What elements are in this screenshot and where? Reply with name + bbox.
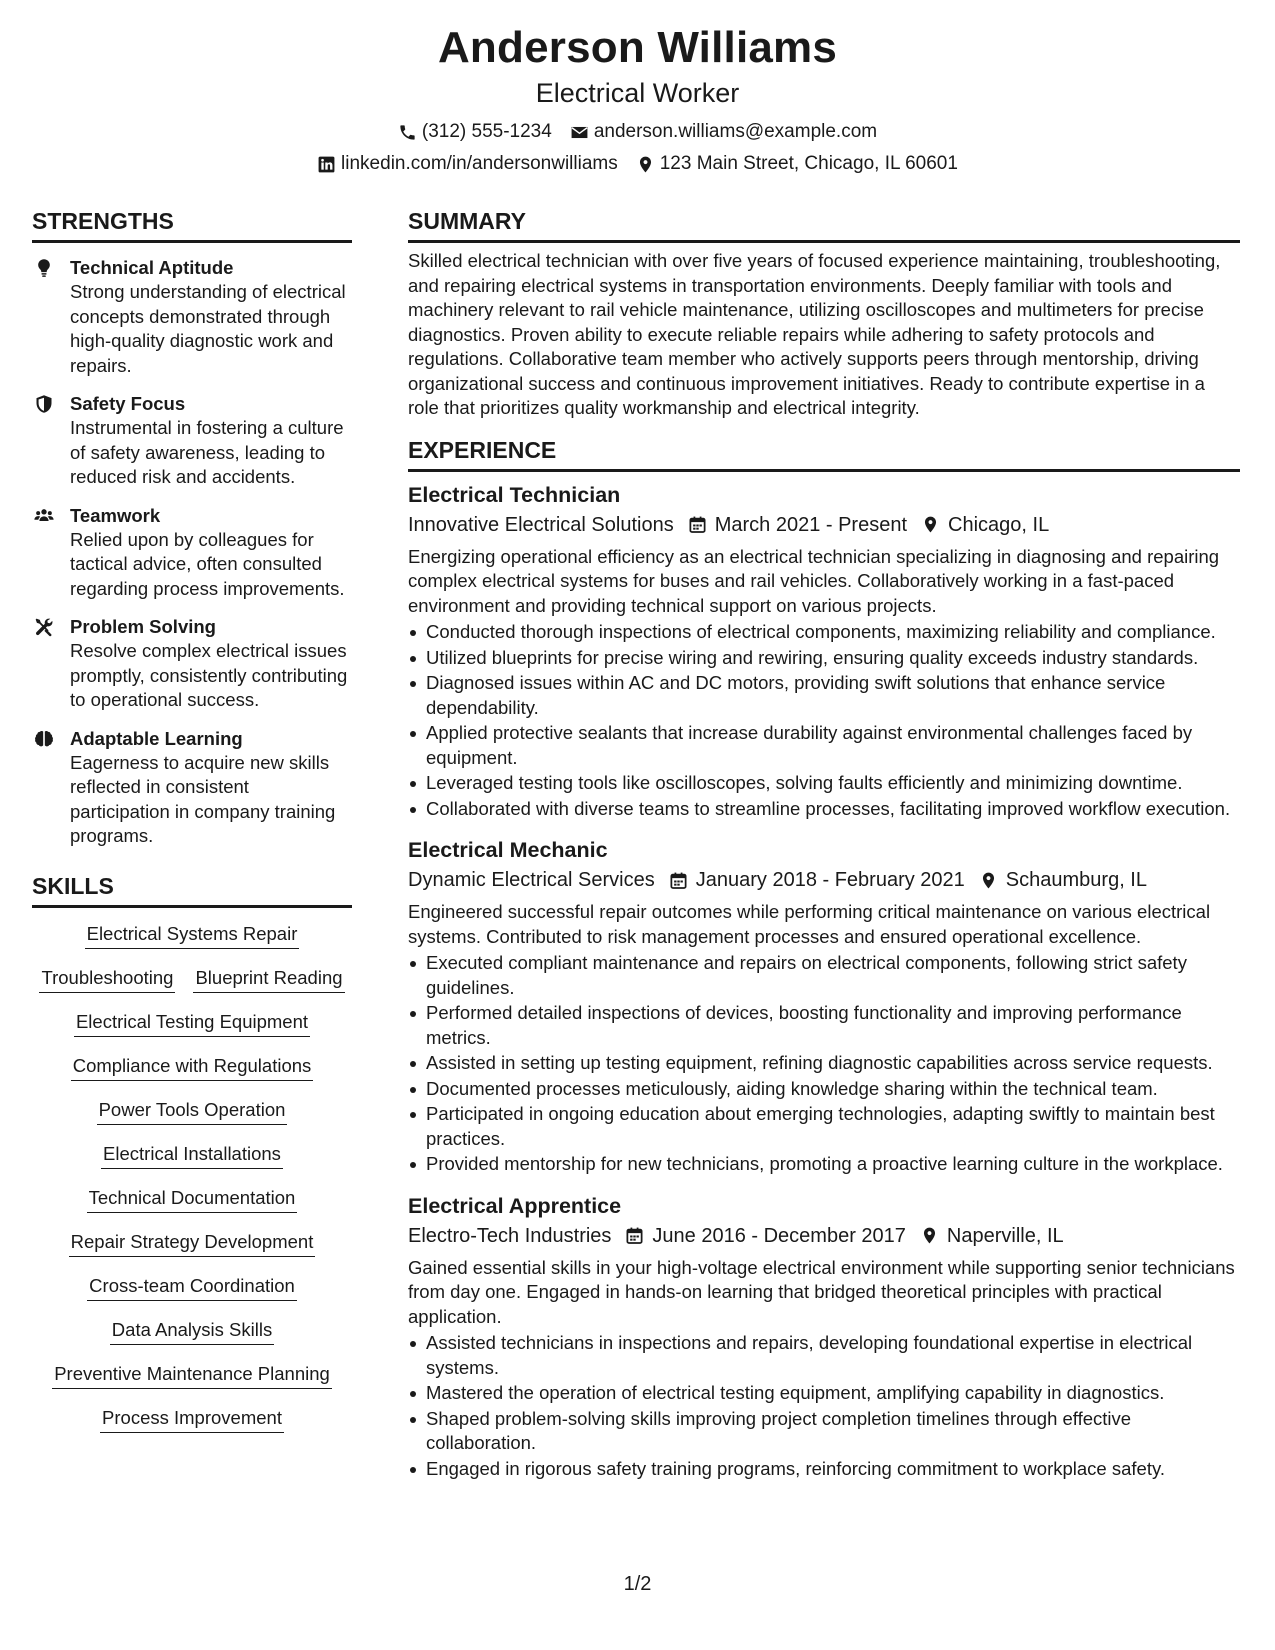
left-column <box>32 206 352 1433</box>
skills-heading: SKILLS <box>32 871 352 908</box>
bullet-item: Provided mentorship for new technicians, promoting a proactive learning culture in the workplace. <box>408 1152 1240 1177</box>
email-text[interactable]: anderson.williams@example.com <box>593 121 878 142</box>
bullet-item: Collaborated with diverse teams to streamline processes, facilitating improved workflow execution. <box>408 797 1240 822</box>
bullet-item: Participated in ongoing education about emerging technologies, adapting swiftly to maintain best practices. <box>408 1102 1240 1151</box>
map-pin-icon <box>920 1226 939 1245</box>
lightbulb-icon <box>34 258 54 278</box>
skills-list <box>32 922 352 1433</box>
summary-text: Skilled electrical technician with over five years of focused experience maintaining, troubleshooting, and repairing electrical systems in transportation environments. Deeply familiar with tools and machinery relevant to rail vehicle maintenance, utilizing oscilloscopes and multimeters for precise diagnostics. Proven ability to execute reliable repairs while adhering to safety protocols and regulations. Collaborative team member who actively supports peers through mentorship, driving organizational success and continuous improvement initiatives. Ready to contribute expertise in a role that prioritizes quality workmanship and electrical integrity. <box>408 250 1221 418</box>
strength-item <box>32 726 352 849</box>
phone-icon <box>398 123 417 142</box>
job-title: Electrical Apprentice <box>408 1193 622 1218</box>
skill-tag: Technical Documentation <box>87 1186 298 1213</box>
contact-email[interactable] <box>570 120 877 144</box>
skill-tag: Blueprint Reading <box>193 966 344 993</box>
job-description: Gained essential skills in your high-voltage electrical environment while supporting senior technicians from day one. Engaged in hands-on learning that bridged theoretical principles with practical application. <box>408 1256 1235 1327</box>
strength-title: Safety Focus <box>70 393 186 414</box>
job-location: Naperville, IL <box>946 1224 1064 1247</box>
skill-tag: Troubleshooting <box>39 966 175 993</box>
strength-title: Problem Solving <box>70 616 216 637</box>
calendar-icon <box>669 871 688 890</box>
job-location: Chicago, IL <box>948 513 1050 536</box>
job-bullets <box>408 620 1240 821</box>
summary-heading: SUMMARY <box>408 206 1240 243</box>
skill-tag: Compliance with Regulations <box>71 1054 314 1081</box>
bullet-item: Utilized blueprints for precise wiring and rewiring, ensuring quality exceeds industry standards. <box>408 646 1240 671</box>
map-pin-icon <box>636 155 655 174</box>
contact-row-1 <box>0 120 1275 144</box>
strength-title: Adaptable Learning <box>70 727 243 749</box>
bullet-item: Shaped problem-solving skills improving project completion timelines through effective collaboration. <box>408 1407 1240 1456</box>
skill-tag: Cross-team Coordination <box>87 1274 297 1301</box>
bullet-item: Assisted in setting up testing equipment, refining diagnostic capabilities across service requests. <box>408 1051 1240 1076</box>
job-company: Dynamic Electrical Services <box>408 869 655 891</box>
skill-tag: Power Tools Operation <box>97 1098 288 1125</box>
contact-phone <box>398 120 552 144</box>
skill-tag: Electrical Testing Equipment <box>74 1010 310 1037</box>
strengths-list <box>32 255 352 849</box>
page-number: 1/2 <box>623 1573 652 1595</box>
bullet-item: Mastered the operation of electrical testing equipment, amplifying capability in diagnostics. <box>408 1381 1240 1406</box>
job-description: Engineered successful repair outcomes while performing critical maintenance on various electrical systems. Contributed to risk management processes and ensured operational excellence. <box>408 901 1211 947</box>
skill-tag: Preventive Maintenance Planning <box>52 1362 332 1389</box>
strength-item <box>32 614 352 713</box>
job-dates: June 2016 - December 2017 <box>652 1224 906 1247</box>
skill-tag: Process Improvement <box>100 1406 284 1433</box>
bullet-item: Documented processes meticulously, aiding knowledge sharing within the technical team. <box>408 1077 1240 1102</box>
job-company: Electro-Tech Industries <box>408 1224 612 1247</box>
job-title: Electrical Mechanic <box>408 838 608 862</box>
contact-address <box>636 152 958 176</box>
bullet-item: Conducted thorough inspections of electrical components, maximizing reliability and compliance. <box>408 620 1240 645</box>
tools-icon <box>34 617 54 637</box>
envelope-icon <box>570 123 589 142</box>
experience-heading: EXPERIENCE <box>408 435 1240 472</box>
bullet-item: Executed compliant maintenance and repairs on electrical components, following strict safety guidelines. <box>408 951 1240 1000</box>
job-company: Innovative Electrical Solutions <box>408 513 674 536</box>
resume-header <box>0 22 1275 176</box>
job-description: Energizing operational efficiency as an electrical technician specializing in diagnosing and repairing complex electrical systems for buses and rail vehicles. Collaboratively working in a fast-paced environment and providing technical support on various projects. <box>408 545 1220 616</box>
skill-tag: Data Analysis Skills <box>110 1318 274 1345</box>
job-location: Schaumburg, IL <box>1005 869 1147 891</box>
shield-icon <box>34 394 54 414</box>
bullet-item: Engaged in rigorous safety training programs, reinforcing commitment to workplace safety. <box>408 1457 1240 1482</box>
job-entry <box>408 835 1240 1177</box>
skill-tag: Electrical Installations <box>101 1142 283 1169</box>
linkedin-icon <box>317 155 336 174</box>
job-entry <box>408 480 1240 822</box>
linkedin-text[interactable]: linkedin.com/in/andersonwilliams <box>341 153 618 174</box>
job-dates: January 2018 - February 2021 <box>695 869 965 891</box>
users-icon <box>32 506 56 526</box>
calendar-icon <box>625 1226 644 1245</box>
bullet-item: Applied protective sealants that increase durability against environmental challenges faced by equipment. <box>408 721 1240 770</box>
address-text: 123 Main Street, Chicago, IL 60601 <box>659 153 958 174</box>
contact-row-2 <box>0 152 1275 176</box>
job-meta <box>408 866 1240 894</box>
strength-desc: Relied upon by colleagues for tactical advice, often consulted regarding process improvements. <box>70 528 345 599</box>
job-bullets <box>408 951 1240 1177</box>
map-pin-icon <box>979 871 998 890</box>
strength-desc: Resolve complex electrical issues promptly, consistently contributing to operational success. <box>70 640 348 710</box>
job-title: Electrical Technician <box>408 482 621 507</box>
strength-item <box>32 391 352 490</box>
brain-icon <box>34 729 54 749</box>
candidate-role: Electrical Worker <box>535 78 740 108</box>
strength-item <box>32 503 352 602</box>
right-column <box>408 206 1240 1482</box>
skill-tag: Electrical Systems Repair <box>85 922 300 949</box>
map-pin-icon <box>921 515 940 534</box>
calendar-icon <box>688 515 707 534</box>
bullet-item: Leveraged testing tools like oscilloscopes, solving faults efficiently and minimizing downtime. <box>408 771 1240 796</box>
contact-linkedin[interactable] <box>317 152 618 176</box>
strength-desc: Strong understanding of electrical concepts demonstrated through high-quality diagnostic work and repairs. <box>70 281 346 376</box>
bullet-item: Performed detailed inspections of devices, boosting functionality and improving performance metrics. <box>408 1001 1240 1050</box>
job-dates: March 2021 - Present <box>714 513 908 536</box>
bullet-item: Diagnosed issues within AC and DC motors, providing swift solutions that enhance service dependability. <box>408 671 1240 720</box>
strength-desc: Instrumental in fostering a culture of safety awareness, leading to reduced risk and accidents. <box>70 417 344 487</box>
candidate-name: Anderson Williams <box>437 23 838 72</box>
skill-tag: Repair Strategy Development <box>69 1230 316 1257</box>
strength-desc: Eagerness to acquire new skills reflected in consistent participation in company training programs. <box>70 751 336 846</box>
phone-text: (312) 555-1234 <box>421 121 552 142</box>
strengths-heading: STRENGTHS <box>32 206 352 243</box>
job-meta <box>408 511 1240 539</box>
bullet-item: Assisted technicians in inspections and repairs, developing foundational expertise in electrical systems. <box>408 1331 1240 1380</box>
job-meta <box>408 1222 1240 1250</box>
job-entry <box>408 1191 1240 1482</box>
job-bullets <box>408 1331 1240 1481</box>
strength-title: Teamwork <box>70 504 161 526</box>
strength-title: Technical Aptitude <box>70 257 234 278</box>
strength-item <box>32 255 352 378</box>
